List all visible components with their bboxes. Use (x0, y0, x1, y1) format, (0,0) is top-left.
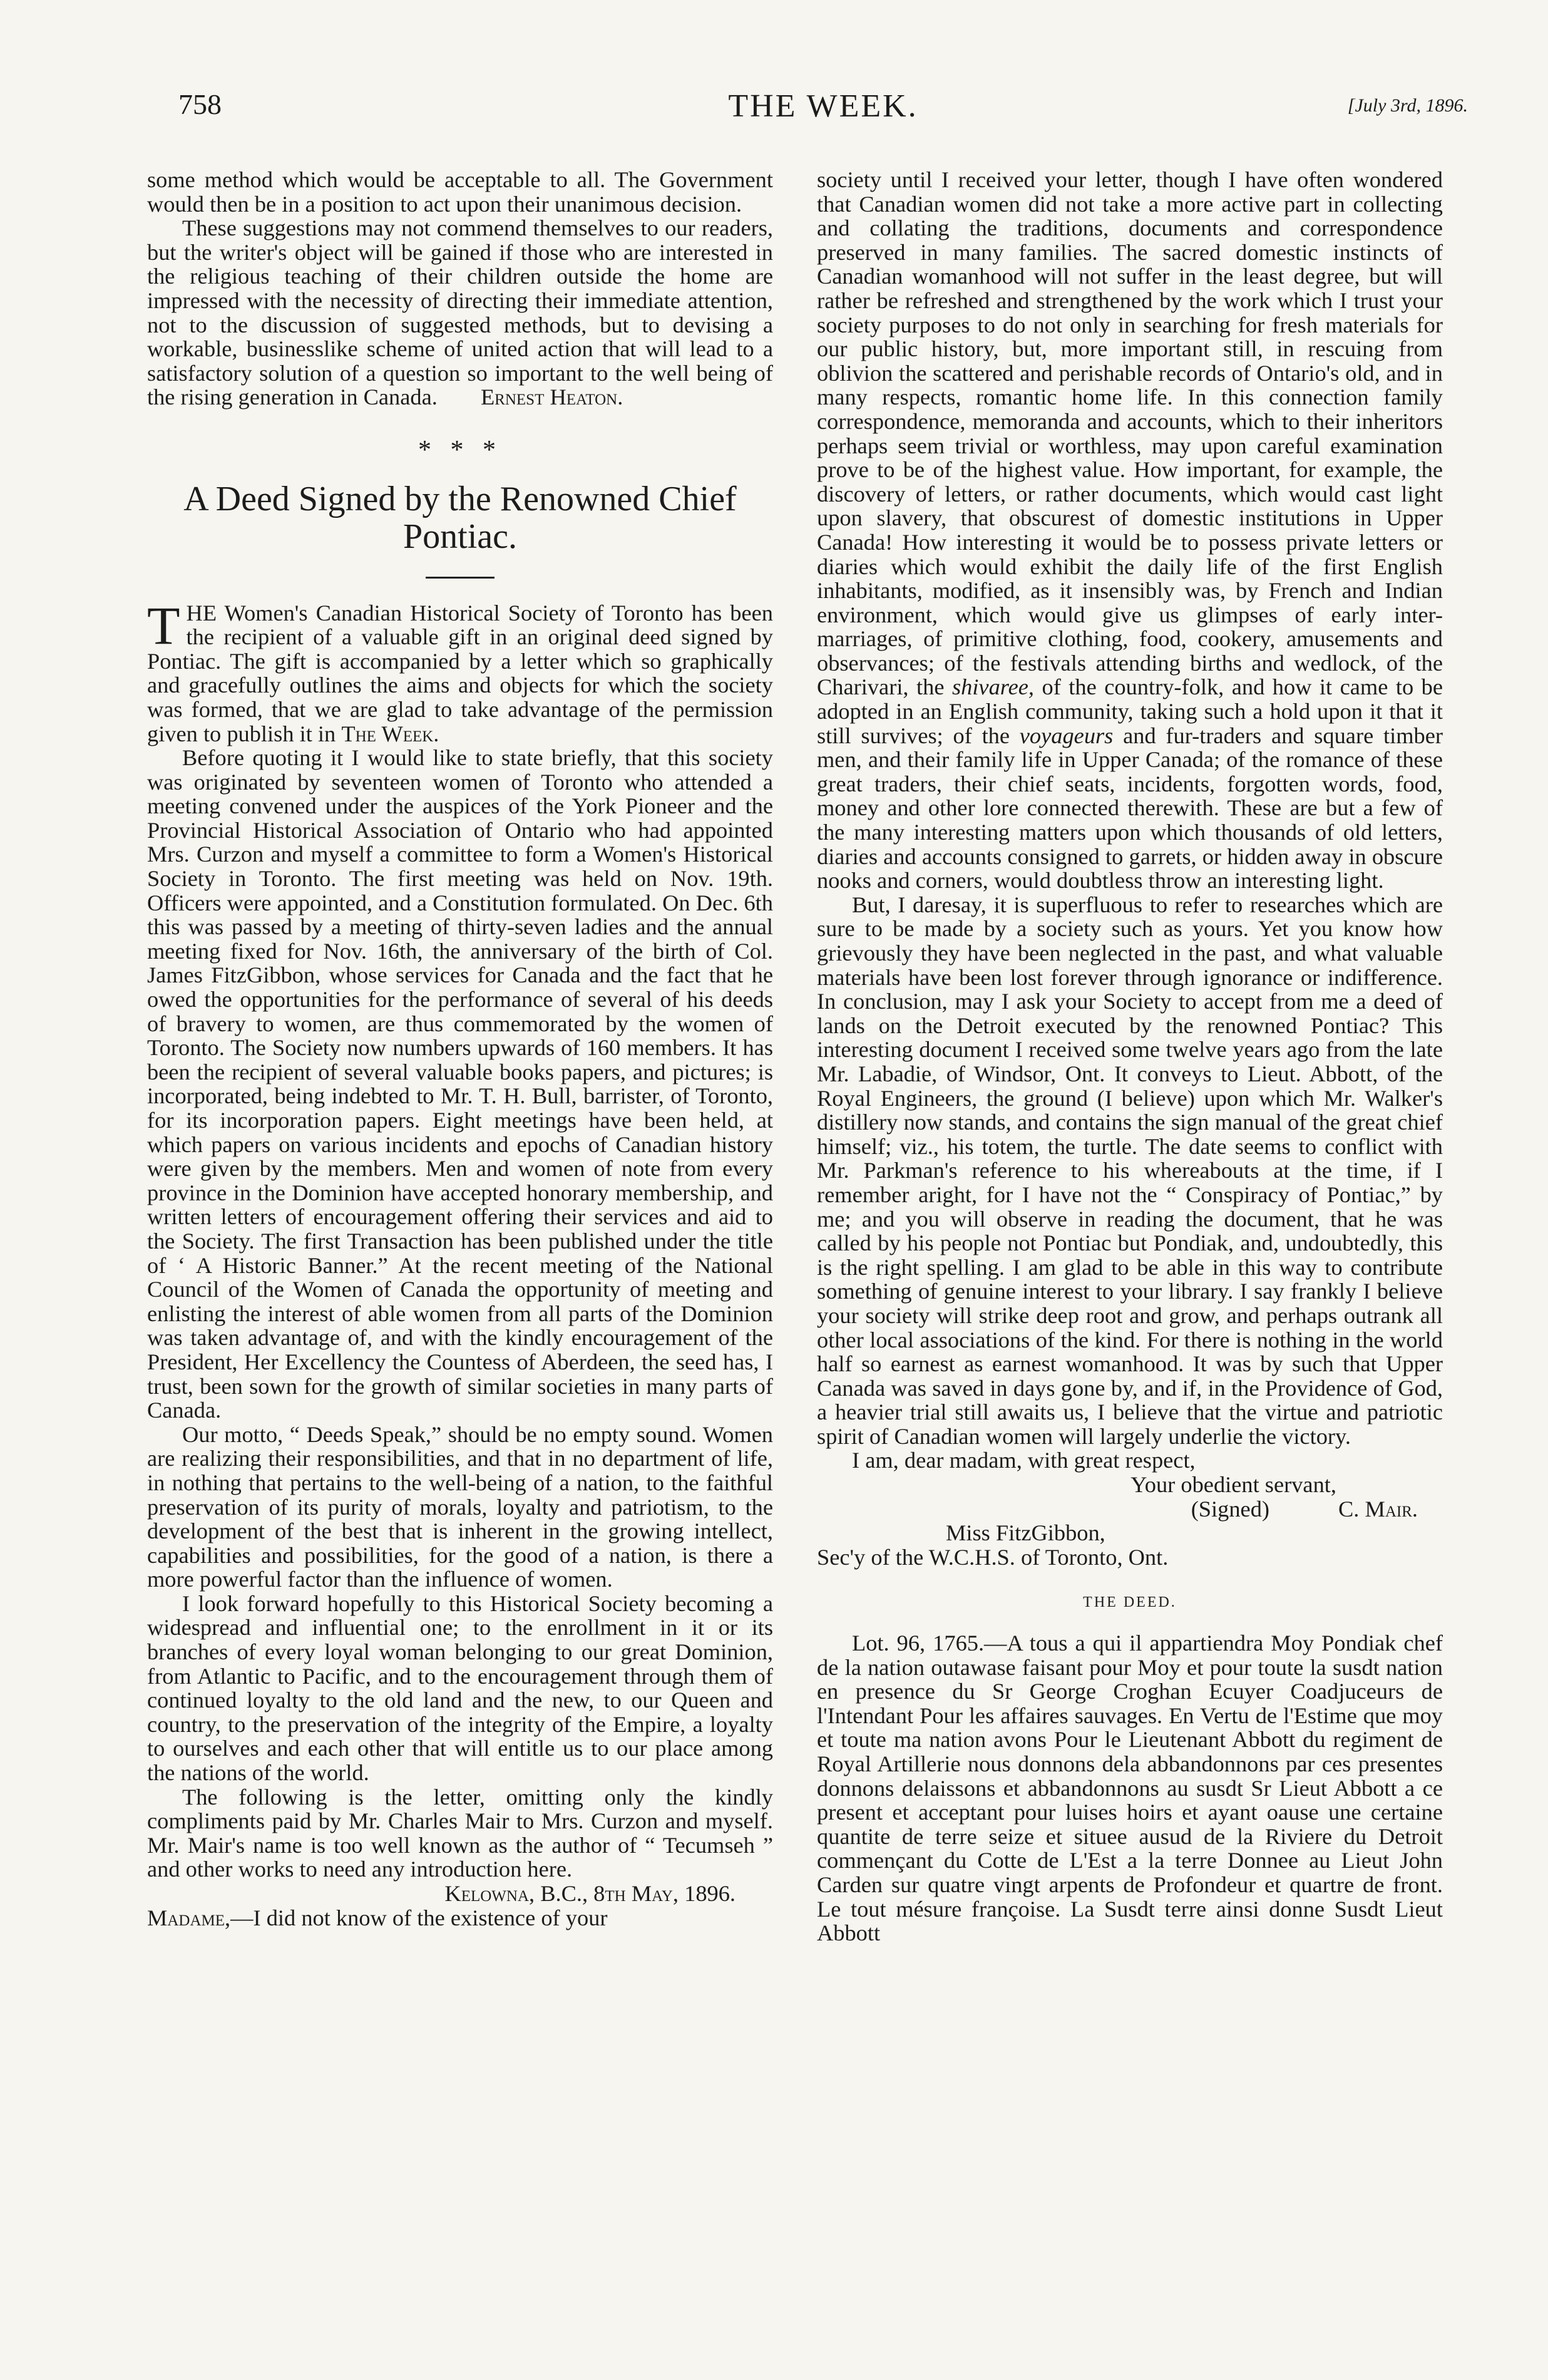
italic-shivaree: shivaree, (951, 674, 1034, 700)
publication-name: The Week. (341, 721, 439, 746)
article-paragraph-3: Our motto, “ Deeds Speak,” should be no empty sound. Women are realizing their responsibilities, and that in no department of life, in nothing that pertains to the well-being of a nation, to the faithful preservation of its purity of morals, loyalty and patriotism, to the development of the best that is inherent in the growing intellect, capabilities and possibilities, for the good of a nation, is there a more powerful factor than the influence of women. (147, 1421, 773, 1592)
letter-paragraph-1-mid: of the country-folk, and how it came to be adopted in an English community, taking such a hold upon it that it still survives; of the (817, 674, 1443, 748)
signer-name: C. Mair. (1338, 1496, 1418, 1522)
masthead: THE WEEK. (728, 88, 918, 124)
article-paragraph-1 (147, 595, 773, 746)
page-header (178, 88, 1468, 144)
intro-paragraph-2-text: These suggestions may not commend themselves to our readers, but the writer's object will be gained if those who are interested in the religious teaching of their children outside the home are impressed with the necessity of directing their immediate attention, not to the discussion of suggested methods, but to devising a workable, businesslike scheme of united action that will lead to a satisfactory solution of a question so important to the well being of the rising generation in Canada. (147, 215, 773, 410)
drop-cap: T (147, 595, 180, 656)
intro-paragraph-2 (147, 216, 773, 410)
article-paragraph-2: Before quoting it I would like to state briefly, that this society was originated by seventeen women of Toronto who attended a meeting convened under the auspices of the York Pioneer and the Provincial Historical Association of Ontario who had appointed Mrs. Curzon and myself a committee to form a Women's Historical Society in Toronto. The first meeting was held on Nov. 19th. Officers were appointed, and a Constitution formulated. On Dec. 6th this was passed by a meeting of thirty-seven ladies and the annual meeting fixed for Nov. 16th, the anniversary of the birth of Col. James FitzGibbon, whose services for Canada and the fact that he owed the opportunities for the performance of several of his deeds of bravery to women, are thus commemorated by the women of Toronto. The Society now numbers upwards of 160 members. It has been the recipient of several valuable books papers, and pictures; is incorporated, being indebted to Mr. T. H. Bull, barrister, of Toronto, for its incorporation papers. Eight meetings have been held, at which papers on various incidents and epochs of Canadian history were given by the members. Men and women of note from every province in the Dominion have accepted honorary membership, and written letters of encouragement offering their services and aid to the Society. The first Transaction has been published under the title of ‘ A Historic Banner.” At the recent meeting of the National Council of the Women of Canada the opportunity of meeting and enlisting the interest of able women from all parts of the Dominion was taken advantage of, and with the kindly encouragement of the President, Her Excellency the Countess of Aberdeen, the seed has, I trust, been sown for the growth of similar societies in many parts of Canada. (147, 745, 773, 1423)
column-gutter (802, 168, 803, 2334)
letter-paragraph-1-end: and fur-traders and square timber men, and their family life in Upper Canada; of the romance of these great traders, their chief seats, incidents, forgotten words, food, money and other lore connected therewith. These are but a few of the many interesting matters upon which thousands of old letters, diaries and accounts consigned to garrets, or hidden away in obscure nooks and corners, would doubtless throw an interesting light. (817, 723, 1443, 894)
article-paragraph-1-text: HE Women's Canadian Historical Society of Toronto has been the recipient of a valuable gift in an original deed signed by Pontiac. The gift is accompanied by a letter which so graphically and gracefully outlines the aims and objects for which the society was formed, that we are glad to take advantage of the permission given to publish it in (147, 600, 773, 746)
title-rule (426, 577, 495, 579)
left-column (147, 168, 773, 1930)
article-paragraph-4: I look forward hopefully to this Historical Society becoming a widespread and influential one; to the enrollment in it or its branches of every loyal woman belonging to our great Dominion, from Atlantic to Pacific, and to the encouragement through them of continued loyalty to the old land and the new, to our Queen and country, to the preservation of the integrity of the Empire, a loyalty to ourselves and each other that will entitle us to our place among the nations of the world. (147, 1590, 773, 1786)
letter-signature (817, 1497, 1443, 1522)
addressee-title: Sec'y of the W.C.H.S. of Toronto, Ont. (817, 1544, 1169, 1570)
letter-paragraph-2: But, I daresay, it is superfluous to refer to researches which are sure to be made by a society such as yours. Yet you know how grievously they have been neglected in the past, and what valuable materials have been lost forever through ignorance or indifference. In conclusion, may I ask your Society to accept from me a deed of lands on the Detroit executed by the renowned Pontiac? This interesting document I received some twelve years ago from the late Mr. Labadie, of Windsor, Ont. It conveys to Lieut. Abbott, of the Royal Engineers, the ground (I believe) upon which Mr. Walker's distillery now stands, and contains the sign manual of the great chief himself; viz., his totem, the turtle. The date seems to conflict with Mr. Parkman's reference to his whereabouts at the time, if I remember aright, for I have not the “ Conspiracy of Pontiac,” by me; and you will observe in reading the document, that he was called by his people not Pontiac but Pondiak, and, undoubtedly, this is the right spelling. I am glad to be able in this way to contribute something of genuine interest to your library. I say frankly I believe your society will strike deep root and grow, and perhaps outrank all other local associations of the kind. For there is nothing in the world half so earnest as earnest womanhood. It was by such that Upper Canada was saved in days gone by, and if, in the Providence of God, a heavier trial still awaits us, I believe that the virtue and patriotic spirit of Canadian women will largely underlie the victory. (817, 892, 1443, 1449)
letter-opening (147, 1906, 773, 1930)
right-column (817, 168, 1443, 1945)
letter-paragraph-1 (817, 168, 1443, 893)
letter-servant-line: Your obedient servant, (1130, 1472, 1336, 1498)
deed-text: Lot. 96, 1765.—A tous a qui il appartiendra Moy Pondiak chef de la nation outawase faisant pour Moy et pour toute la susdt nation en presence du Sr George Croghan Ecuyer Coadjuceurs de l'Intendant Pour les affaires sauvages. En Vertu de l'Estime que moy et toute ma nation avons Pour le Lieutenant Abbott du regiment de Royal Artillerie nous donnons dela abbandonnons par ces presentes donnons delaissons et abbandonnons au susdt Sr Lieut Abbott a ce present et acceptant pour luises hoirs et ayant oause une certaine quantite de terre seize et situee ausud de la Riviere du Detroit commençant du Cotte de L'Est a la terre Donnee au Lieut John Carden sur quatre vingt arpents de Profondeur et quartre de front. Le tout mésure françoise. La Susdt terre ainsi donne Susdt Lieut Abbott (817, 1630, 1443, 1946)
letter-salutation: Madame, (147, 1905, 231, 1930)
page-number: 758 (178, 88, 222, 120)
letter-opening-text: —I did not know of the existence of your (230, 1905, 608, 1930)
addressee-name: Miss FitzGibbon, (946, 1520, 1105, 1546)
letter-closing: I am, dear madam, with great respect, (852, 1448, 1196, 1473)
letter-paragraph-1-text: society until I received your letter, though I have often wondered that Canadian women did not take a more active part in collecting and collating the traditions, documents and correspondence preserved in many families. The sacred domestic instincts of Canadian womanhood will not suffer in the least degree, but will rather be refreshed and strengthened by the work which I trust your society purposes to do not only in searching for fresh materials for our public history, but, more important still, in rescuing from oblivion the scattered and perishable records of Ontario's old, and in many respects, romantic home life. In this connection family correspondence, memoranda and accounts, which to their inheritors perhaps seem trivial or worthless, may upon careful examination prove to be of the highest value. How important, for example, the discovery of letters, or rather documents, which would cast light upon slavery, that obscurest of domestic institutions in Upper Canada! How interesting it would be to possess private letters or diaries which would exhibit the daily life of the first English inhabitants, modified, as it insensibly was, by French and Indian environment, which would give us glimpses of early inter-marriages, of primitive clothing, food, cookery, amusements and observances; of the festivals attending births and wedlock, of the Charivari, the (817, 167, 1443, 700)
issue-date: [July 3rd, 1896. (1347, 95, 1468, 116)
intro-paragraph-1: some method which would be acceptable to all. The Government would then be in a position to act upon their unanimous decision. (147, 167, 773, 217)
article-title: A Deed Signed by the Renowned Chief Pontiac. (183, 479, 737, 556)
article-paragraph-5: The following is the letter, omitting only the kindly compliments paid by Mr. Charles Mair to Mrs. Curzon and myself. Mr. Mair's name is too well known as the author of “ Tecumseh ” and other works to need any introduction here. (147, 1784, 773, 1882)
section-divider-stars: * * * (418, 435, 502, 465)
author-signature: Ernest Heaton. (480, 384, 623, 410)
deed-heading: THE DEED. (1083, 1594, 1177, 1611)
signed-label: (Signed) (1191, 1496, 1270, 1522)
letter-place-date: Kelowna, B.C., 8th May, 1896. (444, 1881, 736, 1906)
italic-voyageurs: voyageurs (1019, 723, 1114, 748)
